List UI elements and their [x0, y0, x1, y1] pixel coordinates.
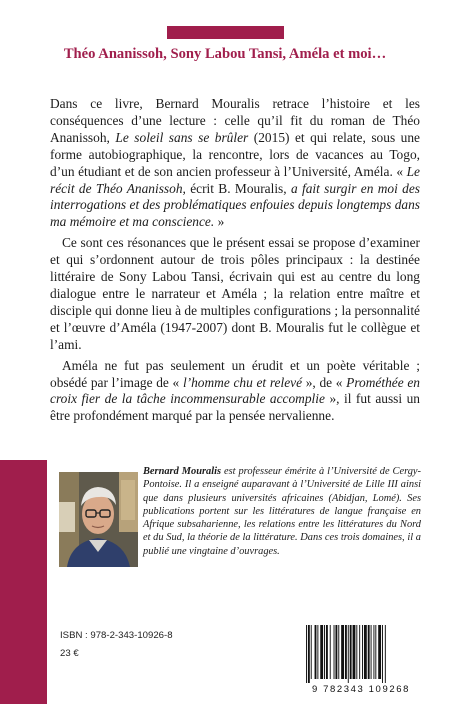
text-run: écrit B. Mouralis,: [185, 180, 291, 196]
barcode-bar: [326, 625, 328, 679]
isbn-label: ISBN : 978-2-343-10926-8: [60, 630, 173, 641]
text-run: Prométhée en croix fier de la tâche incommensurable accomplie: [50, 374, 420, 407]
barcode-bar: [315, 625, 317, 679]
text-run: a fait surgir en moi des interrogations et des problématiques enfouies depuis longtemps dans ma mémoire et ma conscience.: [50, 180, 420, 230]
barcode-bar: [382, 625, 383, 683]
barcode-bar: [385, 625, 386, 683]
text-run: », de «: [302, 374, 347, 390]
text-run: (2015) et qui relate, sous une forme autobiographique, la rencontre, lors de vacances au Togo, d’un étudiant et de son ancien professeur à l’Université, Améla. «: [50, 129, 420, 179]
text-run: l’homme chu et relevé: [182, 374, 303, 390]
author-bio: [143, 465, 421, 558]
text-run: Ce sont ces résonances que le présent essai se propose d’examiner et qui s’ordonnent autour de trois pôles principaux : la destinée littéraire de Sony Labou Tansi, écrivain qui est au centre du long dialogue entre le narrateur et Améla ; la relation entre maître et disciple qui donne lieu à de multiples configurations ; la personnalité et l’œuvre d’Améla (1947-2007) dont B. Mouralis fut le collègue et l’ami.: [50, 235, 420, 352]
author-photo: [59, 472, 138, 567]
bio-author-name: Bernard Mouralis: [143, 466, 222, 477]
barcode-bar: [320, 625, 323, 679]
barcode-bar: [324, 625, 325, 679]
paragraph-3: [50, 358, 420, 426]
barcode-bar: [356, 625, 357, 679]
barcode-bar: [364, 625, 367, 679]
text-run: »: [214, 214, 225, 230]
barcode-bar: [353, 625, 356, 679]
author-portrait-image: [59, 472, 138, 567]
text-run: Améla ne fut pas seulement un érudit et un poète véritable ; obsédé par l’image de «: [50, 357, 420, 390]
barcode-bar: [350, 625, 352, 679]
paragraph-1: [50, 96, 420, 231]
barcode-bar: [378, 625, 381, 679]
book-title: Théo Ananissoh, Sony Labou Tansi, Améla et moi…: [63, 46, 387, 62]
barcode: [296, 621, 426, 704]
barcode-bar: [306, 625, 307, 683]
barcode-bar: [317, 625, 318, 679]
barcode-bar: [373, 625, 374, 679]
price-label: 23 €: [60, 648, 79, 659]
barcode-bar: [362, 625, 363, 679]
text-run: Le récit de Théo Ananissoh,: [50, 163, 420, 196]
text-run: », il fut aussi un être profondément marqué par la pensée nervalienne.: [50, 391, 420, 424]
barcode-bar: [311, 625, 312, 679]
barcode-bar: [368, 625, 370, 679]
barcode-bar: [371, 625, 372, 679]
barcode-bar: [308, 625, 310, 683]
text-run: Dans ce livre, Bernard Mouralis retrace l’histoire et les conséquences d’une lecture : celle qu’il fit du roman de Théo Ananissoh,: [50, 96, 420, 145]
barcode-bar: [338, 625, 339, 679]
barcode-bar: [341, 625, 344, 679]
barcode-bar: [334, 625, 335, 679]
barcode-digits: 9 782343 109268: [312, 684, 410, 695]
left-accent-bar: [0, 460, 47, 704]
top-accent-bar: [167, 26, 284, 39]
text-run: Le soleil sans se brûler: [115, 129, 249, 145]
bio-text: est professeur émérite à l’Université de Cergy-Pontoise. Il a enseigné auparavant à l’Université de Lille III ainsi que dans plusieurs universités africaines (Abidjan, Lomé). Ses publications portent sur les littératures de langue française en Afrique subsaharienne, les relations entre les littératures du Nord et du Sud, la théorie de la littérature. Dans ces trois domaines, il a publié une vingtaine d’ouvrages.: [143, 466, 422, 557]
barcode-bar: [345, 625, 347, 679]
barcode-bar: [359, 625, 360, 679]
barcode-bar: [330, 625, 331, 679]
barcode-bar: [335, 625, 337, 679]
barcode-bar: [375, 625, 376, 679]
back-cover-text: [50, 96, 420, 425]
barcode-bar: [348, 625, 349, 683]
paragraph-2: [50, 235, 420, 353]
barcode-bars: [300, 625, 422, 683]
